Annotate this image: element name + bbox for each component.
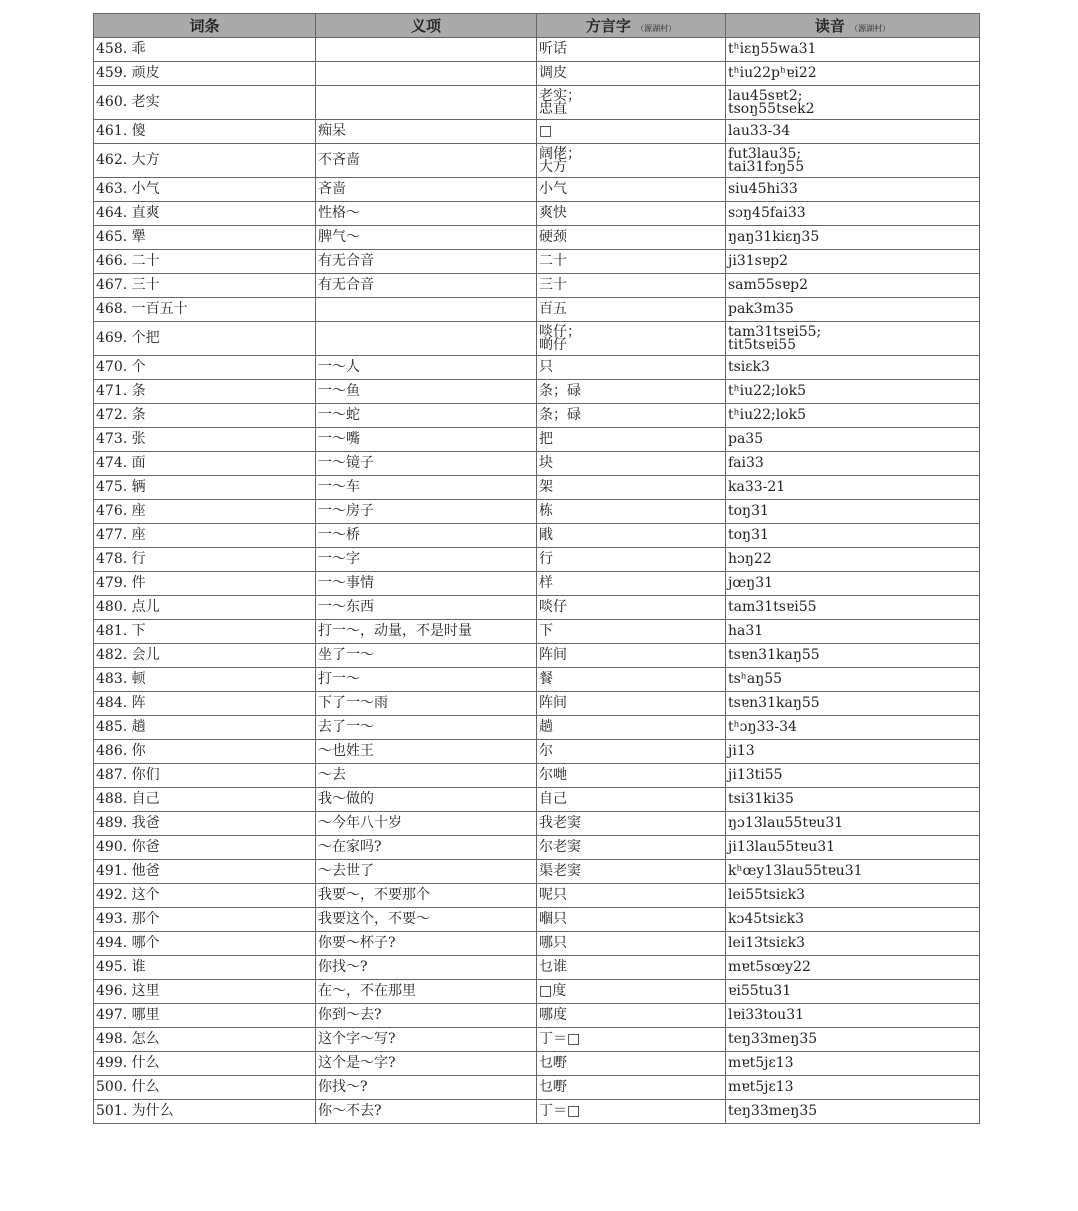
table-row bbox=[94, 1100, 980, 1124]
cell-entry: 471. 条 bbox=[94, 380, 316, 404]
table-row bbox=[94, 860, 980, 884]
cell-sense: ～去 bbox=[316, 764, 537, 788]
table-row bbox=[94, 1028, 980, 1052]
cell-reading: tʰiu22;lok5 bbox=[726, 380, 980, 404]
table-row bbox=[94, 1004, 980, 1028]
cell-dialect: 嗰只 bbox=[537, 908, 726, 932]
cell-sense: 去了一～ bbox=[316, 716, 537, 740]
cell-sense bbox=[316, 298, 537, 322]
cell-sense: 一～鱼 bbox=[316, 380, 537, 404]
table-row bbox=[94, 1052, 980, 1076]
cell-dialect: 哪度 bbox=[537, 1004, 726, 1028]
cell-sense: 你要～杯子? bbox=[316, 932, 537, 956]
cell-reading: teŋ33meŋ35 bbox=[726, 1028, 980, 1052]
table-row bbox=[94, 380, 980, 404]
cell-sense bbox=[316, 86, 537, 120]
cell-dialect: 自己 bbox=[537, 788, 726, 812]
cell-dialect: 乜谁 bbox=[537, 956, 726, 980]
cell-sense: ～今年八十岁 bbox=[316, 812, 537, 836]
cell-entry: 491. 他爸 bbox=[94, 860, 316, 884]
cell-reading: sam55sɐp2 bbox=[726, 274, 980, 298]
cell-dialect: □度 bbox=[537, 980, 726, 1004]
table-row bbox=[94, 908, 980, 932]
cell-reading: teŋ33meŋ35 bbox=[726, 1100, 980, 1124]
table-row bbox=[94, 500, 980, 524]
cell-entry: 470. 个 bbox=[94, 356, 316, 380]
table-row bbox=[94, 788, 980, 812]
cell-sense: 一～嘴 bbox=[316, 428, 537, 452]
cell-dialect: 啖仔； 啲仔 bbox=[537, 322, 726, 356]
cell-dialect: 渠老窦 bbox=[537, 860, 726, 884]
cell-sense: 一～房子 bbox=[316, 500, 537, 524]
cell-reading: tsɐn31kaŋ55 bbox=[726, 692, 980, 716]
table-row bbox=[94, 86, 980, 120]
cell-reading: ha31 bbox=[726, 620, 980, 644]
cell-entry: 485. 趟 bbox=[94, 716, 316, 740]
cell-sense: 我要这个，不要～ bbox=[316, 908, 537, 932]
cell-dialect: 行 bbox=[537, 548, 726, 572]
cell-entry: 458. 乖 bbox=[94, 38, 316, 62]
cell-reading: ɐi55tu31 bbox=[726, 980, 980, 1004]
cell-entry: 496. 这里 bbox=[94, 980, 316, 1004]
table-row bbox=[94, 38, 980, 62]
cell-reading: hɔŋ22 bbox=[726, 548, 980, 572]
cell-dialect: 架 bbox=[537, 476, 726, 500]
cell-dialect: 条；碌 bbox=[537, 404, 726, 428]
cell-reading: tʰɔŋ33-34 bbox=[726, 716, 980, 740]
cell-entry: 473. 张 bbox=[94, 428, 316, 452]
cell-entry: 460. 老实 bbox=[94, 86, 316, 120]
cell-sense: 一～蛇 bbox=[316, 404, 537, 428]
cell-reading: lau33-34 bbox=[726, 120, 980, 144]
cell-sense: 脾气～ bbox=[316, 226, 537, 250]
table-row bbox=[94, 524, 980, 548]
cell-dialect: 下 bbox=[537, 620, 726, 644]
cell-sense: ～去世了 bbox=[316, 860, 537, 884]
table-row bbox=[94, 274, 980, 298]
table-row bbox=[94, 692, 980, 716]
cell-dialect: 趟 bbox=[537, 716, 726, 740]
table-row bbox=[94, 764, 980, 788]
header-reading-note: （源湖村） bbox=[850, 24, 891, 33]
cell-dialect: 调皮 bbox=[537, 62, 726, 86]
table-row bbox=[94, 572, 980, 596]
cell-reading: mɐt5sœy22 bbox=[726, 956, 980, 980]
table-row bbox=[94, 836, 980, 860]
cell-sense: 你到～去? bbox=[316, 1004, 537, 1028]
table-row bbox=[94, 226, 980, 250]
cell-reading: ji13lau55tɐu31 bbox=[726, 836, 980, 860]
cell-sense: 下了一～雨 bbox=[316, 692, 537, 716]
table-body bbox=[94, 38, 980, 1124]
cell-entry: 476. 座 bbox=[94, 500, 316, 524]
table-row bbox=[94, 298, 980, 322]
table-row bbox=[94, 144, 980, 178]
cell-entry: 487. 你们 bbox=[94, 764, 316, 788]
cell-entry: 486. 你 bbox=[94, 740, 316, 764]
table-row bbox=[94, 120, 980, 144]
cell-entry: 482. 会儿 bbox=[94, 644, 316, 668]
header-dialect-note: （源湖村） bbox=[636, 24, 677, 33]
cell-reading: tsiɛk3 bbox=[726, 356, 980, 380]
cell-reading: ji13 bbox=[726, 740, 980, 764]
cell-dialect: 阵间 bbox=[537, 644, 726, 668]
cell-entry: 497. 哪里 bbox=[94, 1004, 316, 1028]
header-reading: 读音 （源湖村） bbox=[726, 14, 980, 38]
cell-entry: 467. 三十 bbox=[94, 274, 316, 298]
cell-entry: 481. 下 bbox=[94, 620, 316, 644]
cell-sense: 一～桥 bbox=[316, 524, 537, 548]
cell-dialect: 小气 bbox=[537, 178, 726, 202]
vocabulary-table bbox=[93, 13, 980, 1124]
cell-reading: ji13ti55 bbox=[726, 764, 980, 788]
cell-sense: 有无合音 bbox=[316, 274, 537, 298]
table-row bbox=[94, 452, 980, 476]
cell-reading: tsɐn31kaŋ55 bbox=[726, 644, 980, 668]
cell-entry: 465. 犟 bbox=[94, 226, 316, 250]
cell-entry: 463. 小气 bbox=[94, 178, 316, 202]
cell-reading: ka33-21 bbox=[726, 476, 980, 500]
table-row bbox=[94, 668, 980, 692]
cell-dialect: 只 bbox=[537, 356, 726, 380]
cell-dialect: 样 bbox=[537, 572, 726, 596]
cell-reading: ji31sɐp2 bbox=[726, 250, 980, 274]
cell-entry: 490. 你爸 bbox=[94, 836, 316, 860]
header-entry: 词条 bbox=[94, 14, 316, 38]
cell-dialect: 百五 bbox=[537, 298, 726, 322]
cell-reading: fut3lau35; tai31fɔŋ55 bbox=[726, 144, 980, 178]
table-row bbox=[94, 428, 980, 452]
cell-reading: tsʰaŋ55 bbox=[726, 668, 980, 692]
cell-sense: 不吝啬 bbox=[316, 144, 537, 178]
cell-sense: 一～事情 bbox=[316, 572, 537, 596]
cell-sense: 一～东西 bbox=[316, 596, 537, 620]
cell-reading: ŋɔ13lau55tɐu31 bbox=[726, 812, 980, 836]
cell-dialect: 阵间 bbox=[537, 692, 726, 716]
table-row bbox=[94, 404, 980, 428]
cell-reading: toŋ31 bbox=[726, 500, 980, 524]
cell-sense: 一～字 bbox=[316, 548, 537, 572]
cell-sense bbox=[316, 62, 537, 86]
cell-entry: 469. 个把 bbox=[94, 322, 316, 356]
cell-dialect: 老实； 忠直 bbox=[537, 86, 726, 120]
table-row bbox=[94, 740, 980, 764]
cell-reading: mɐt5jɛ13 bbox=[726, 1052, 980, 1076]
table-row bbox=[94, 178, 980, 202]
cell-dialect: 丁＝□ bbox=[537, 1100, 726, 1124]
cell-sense: 你找～? bbox=[316, 956, 537, 980]
cell-dialect: 条；碌 bbox=[537, 380, 726, 404]
cell-sense: 在～，不在那里 bbox=[316, 980, 537, 1004]
cell-entry: 488. 自己 bbox=[94, 788, 316, 812]
cell-entry: 501. 为什么 bbox=[94, 1100, 316, 1124]
cell-sense bbox=[316, 38, 537, 62]
cell-reading: pa35 bbox=[726, 428, 980, 452]
cell-sense: 一～车 bbox=[316, 476, 537, 500]
table-row bbox=[94, 476, 980, 500]
cell-dialect: 听话 bbox=[537, 38, 726, 62]
cell-dialect: 栋 bbox=[537, 500, 726, 524]
table-row bbox=[94, 716, 980, 740]
cell-entry: 483. 顿 bbox=[94, 668, 316, 692]
cell-sense: ～在家吗? bbox=[316, 836, 537, 860]
cell-reading: jœŋ31 bbox=[726, 572, 980, 596]
cell-reading: lau45sɐt2; tsoŋ55tsek2 bbox=[726, 86, 980, 120]
cell-reading: kɔ45tsiɛk3 bbox=[726, 908, 980, 932]
cell-entry: 459. 顽皮 bbox=[94, 62, 316, 86]
cell-entry: 466. 二十 bbox=[94, 250, 316, 274]
cell-dialect: 二十 bbox=[537, 250, 726, 274]
cell-entry: 493. 那个 bbox=[94, 908, 316, 932]
cell-reading: siu45hi33 bbox=[726, 178, 980, 202]
header-sense: 义项 bbox=[316, 14, 537, 38]
cell-entry: 478. 行 bbox=[94, 548, 316, 572]
cell-sense: 坐了一～ bbox=[316, 644, 537, 668]
cell-reading: pak3m35 bbox=[726, 298, 980, 322]
cell-dialect: 啖仔 bbox=[537, 596, 726, 620]
cell-sense: 性格～ bbox=[316, 202, 537, 226]
cell-sense bbox=[316, 322, 537, 356]
cell-entry: 474. 面 bbox=[94, 452, 316, 476]
cell-entry: 472. 条 bbox=[94, 404, 316, 428]
cell-reading: tsi31ki35 bbox=[726, 788, 980, 812]
cell-dialect: 把 bbox=[537, 428, 726, 452]
cell-dialect: 丁＝□ bbox=[537, 1028, 726, 1052]
table-row bbox=[94, 356, 980, 380]
cell-reading: tʰiɛŋ55wa31 bbox=[726, 38, 980, 62]
cell-entry: 495. 谁 bbox=[94, 956, 316, 980]
cell-reading: mɐt5jɛ13 bbox=[726, 1076, 980, 1100]
cell-entry: 475. 辆 bbox=[94, 476, 316, 500]
cell-sense: 有无合音 bbox=[316, 250, 537, 274]
table-row bbox=[94, 620, 980, 644]
cell-entry: 494. 哪个 bbox=[94, 932, 316, 956]
cell-dialect: 餐 bbox=[537, 668, 726, 692]
table-row bbox=[94, 1076, 980, 1100]
cell-reading: kʰœy13lau55tɐu31 bbox=[726, 860, 980, 884]
cell-reading: tʰiu22pʰɐi22 bbox=[726, 62, 980, 86]
table-row bbox=[94, 548, 980, 572]
cell-dialect: 乜嘢 bbox=[537, 1076, 726, 1100]
table-row bbox=[94, 62, 980, 86]
cell-reading: lei55tsiɛk3 bbox=[726, 884, 980, 908]
cell-dialect: 块 bbox=[537, 452, 726, 476]
table-row bbox=[94, 932, 980, 956]
cell-dialect: 尔 bbox=[537, 740, 726, 764]
cell-entry: 477. 座 bbox=[94, 524, 316, 548]
table-row bbox=[94, 812, 980, 836]
cell-sense: 打一～ bbox=[316, 668, 537, 692]
cell-reading: tʰiu22;lok5 bbox=[726, 404, 980, 428]
cell-reading: tam31tsɐi55 bbox=[726, 596, 980, 620]
table-row bbox=[94, 596, 980, 620]
cell-sense: 这个是～字? bbox=[316, 1052, 537, 1076]
cell-reading: toŋ31 bbox=[726, 524, 980, 548]
cell-sense: 痴呆 bbox=[316, 120, 537, 144]
cell-sense: 吝啬 bbox=[316, 178, 537, 202]
cell-reading: sɔŋ45fai33 bbox=[726, 202, 980, 226]
cell-dialect: 哪只 bbox=[537, 932, 726, 956]
table-row bbox=[94, 644, 980, 668]
cell-dialect: 戙 bbox=[537, 524, 726, 548]
cell-reading: ŋaŋ31kiɛŋ35 bbox=[726, 226, 980, 250]
cell-sense: 你找～? bbox=[316, 1076, 537, 1100]
cell-reading: tam31tsɐi55; tit5tsɐi55 bbox=[726, 322, 980, 356]
cell-dialect: 尔老窦 bbox=[537, 836, 726, 860]
cell-dialect: 我老窦 bbox=[537, 812, 726, 836]
cell-sense: 一～镜子 bbox=[316, 452, 537, 476]
table-row bbox=[94, 250, 980, 274]
cell-reading: fai33 bbox=[726, 452, 980, 476]
cell-entry: 480. 点儿 bbox=[94, 596, 316, 620]
cell-dialect: □ bbox=[537, 120, 726, 144]
cell-dialect: 呢只 bbox=[537, 884, 726, 908]
cell-entry: 498. 怎么 bbox=[94, 1028, 316, 1052]
cell-dialect: 阔佬； 大方 bbox=[537, 144, 726, 178]
cell-entry: 464. 直爽 bbox=[94, 202, 316, 226]
cell-sense: 打一～，动量，不是时量 bbox=[316, 620, 537, 644]
table-row bbox=[94, 322, 980, 356]
cell-sense: 你～不去? bbox=[316, 1100, 537, 1124]
cell-entry: 461. 傻 bbox=[94, 120, 316, 144]
cell-sense: 我～做的 bbox=[316, 788, 537, 812]
cell-reading: lɐi33tou31 bbox=[726, 1004, 980, 1028]
cell-entry: 499. 什么 bbox=[94, 1052, 316, 1076]
cell-sense: 这个字～写? bbox=[316, 1028, 537, 1052]
cell-reading: lei13tsiɛk3 bbox=[726, 932, 980, 956]
table-row bbox=[94, 884, 980, 908]
cell-dialect: 硬颈 bbox=[537, 226, 726, 250]
table-row bbox=[94, 202, 980, 226]
cell-sense: ～也姓王 bbox=[316, 740, 537, 764]
cell-entry: 468. 一百五十 bbox=[94, 298, 316, 322]
table-row bbox=[94, 980, 980, 1004]
cell-dialect: 三十 bbox=[537, 274, 726, 298]
header-dialect: 方言字 （源湖村） bbox=[537, 14, 726, 38]
cell-entry: 489. 我爸 bbox=[94, 812, 316, 836]
cell-dialect: 乜嘢 bbox=[537, 1052, 726, 1076]
cell-entry: 479. 件 bbox=[94, 572, 316, 596]
table-row bbox=[94, 956, 980, 980]
cell-dialect: 爽快 bbox=[537, 202, 726, 226]
cell-sense: 一～人 bbox=[316, 356, 537, 380]
cell-entry: 500. 什么 bbox=[94, 1076, 316, 1100]
cell-sense: 我要～，不要那个 bbox=[316, 884, 537, 908]
cell-dialect: 尔哋 bbox=[537, 764, 726, 788]
cell-entry: 492. 这个 bbox=[94, 884, 316, 908]
table-header-row bbox=[94, 14, 980, 38]
cell-entry: 484. 阵 bbox=[94, 692, 316, 716]
cell-entry: 462. 大方 bbox=[94, 144, 316, 178]
